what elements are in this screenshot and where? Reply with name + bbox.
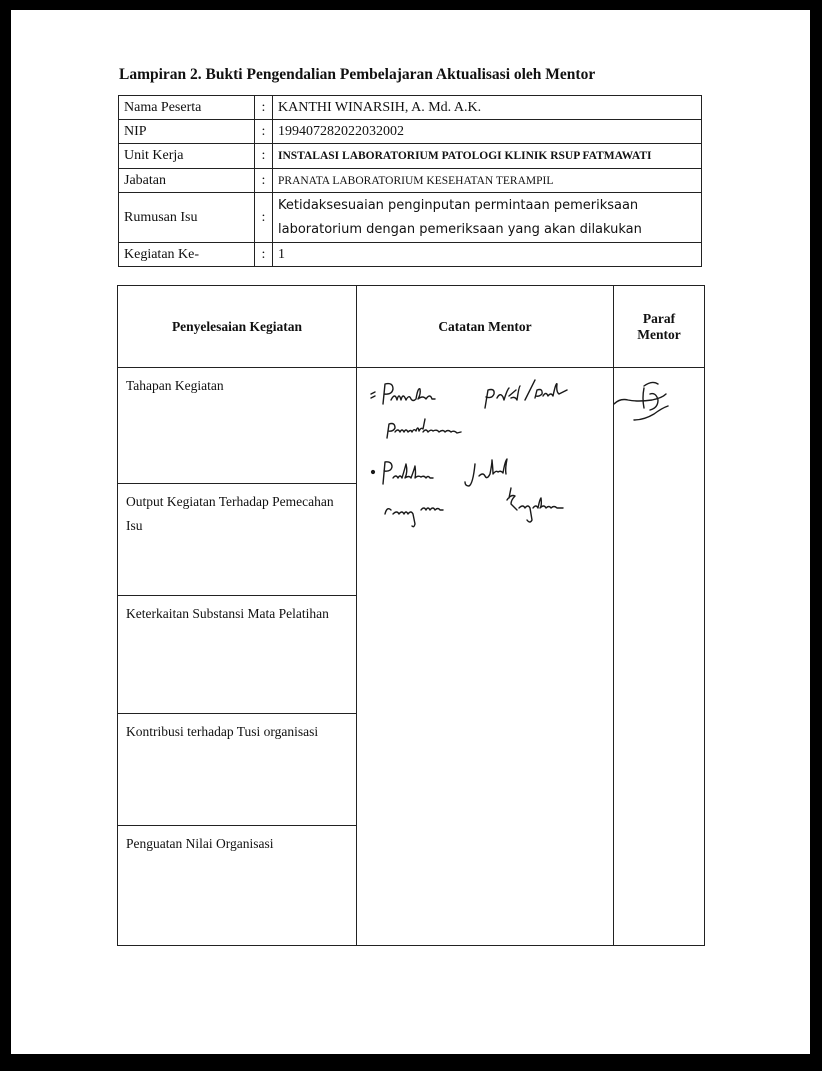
info-row-kegiatan-ke — [119, 243, 702, 267]
info-value: Ketidaksesuaian penginputan permintaan pemeriksaan laboratorium dengan pemeriksaan yang akan dilakukan — [273, 193, 702, 243]
activity-label: Kontribusi terhadap Tusi organisasi — [118, 714, 357, 826]
info-row-jabatan — [119, 169, 702, 193]
info-colon: : — [255, 144, 273, 169]
info-label: Jabatan — [119, 169, 255, 193]
activity-label: Tahapan Kegiatan — [118, 368, 357, 484]
mentor-notes-cell — [357, 368, 614, 946]
info-row-nama — [119, 96, 702, 120]
activity-label: Output Kegiatan Terhadap Pemecahan Isu — [118, 484, 357, 596]
info-label: Rumusan Isu — [119, 193, 255, 243]
mentor-signature — [614, 368, 706, 448]
activity-label: Penguatan Nilai Organisasi — [118, 826, 357, 946]
info-row-nip — [119, 120, 702, 144]
header-paraf — [614, 286, 705, 368]
header-paraf-line1: Paraf — [642, 310, 676, 326]
info-colon: : — [255, 193, 273, 243]
info-colon: : — [255, 243, 273, 267]
header-catatan: Catatan Mentor — [357, 286, 614, 368]
activity-label: Keterkaitan Substansi Mata Pelatihan — [118, 596, 357, 714]
info-row-rumusan-isu — [119, 193, 702, 243]
header-penyelesaian: Penyelesaian Kegiatan — [118, 286, 357, 368]
info-label: Nama Peserta — [119, 96, 255, 120]
activity-table — [117, 285, 705, 946]
info-value: 199407282022032002 — [273, 120, 702, 144]
document-title: Lampiran 2. Bukti Pengendalian Pembelajaran Aktualisasi oleh Mentor — [119, 66, 596, 83]
info-colon: : — [255, 120, 273, 144]
info-colon: : — [255, 169, 273, 193]
info-label: NIP — [119, 120, 255, 144]
info-label: Kegiatan Ke- — [119, 243, 255, 267]
info-value: 1 — [273, 243, 702, 267]
header-paraf-line2: Mentor — [637, 326, 681, 342]
activity-row — [118, 368, 705, 484]
activity-header-row — [118, 286, 705, 368]
info-row-unit-kerja — [119, 144, 702, 169]
info-label: Unit Kerja — [119, 144, 255, 169]
paraf-cell — [614, 368, 705, 946]
info-value: PRANATA LABORATORIUM KESEHATAN TERAMPIL — [273, 169, 702, 193]
info-colon: : — [255, 96, 273, 120]
participant-info-table — [118, 95, 702, 267]
handwritten-notes — [357, 368, 614, 568]
info-value: INSTALASI LABORATORIUM PATOLOGI KLINIK RSUP FATMAWATI — [273, 144, 702, 169]
info-value: KANTHI WINARSIH, A. Md. A.K. — [273, 96, 702, 120]
